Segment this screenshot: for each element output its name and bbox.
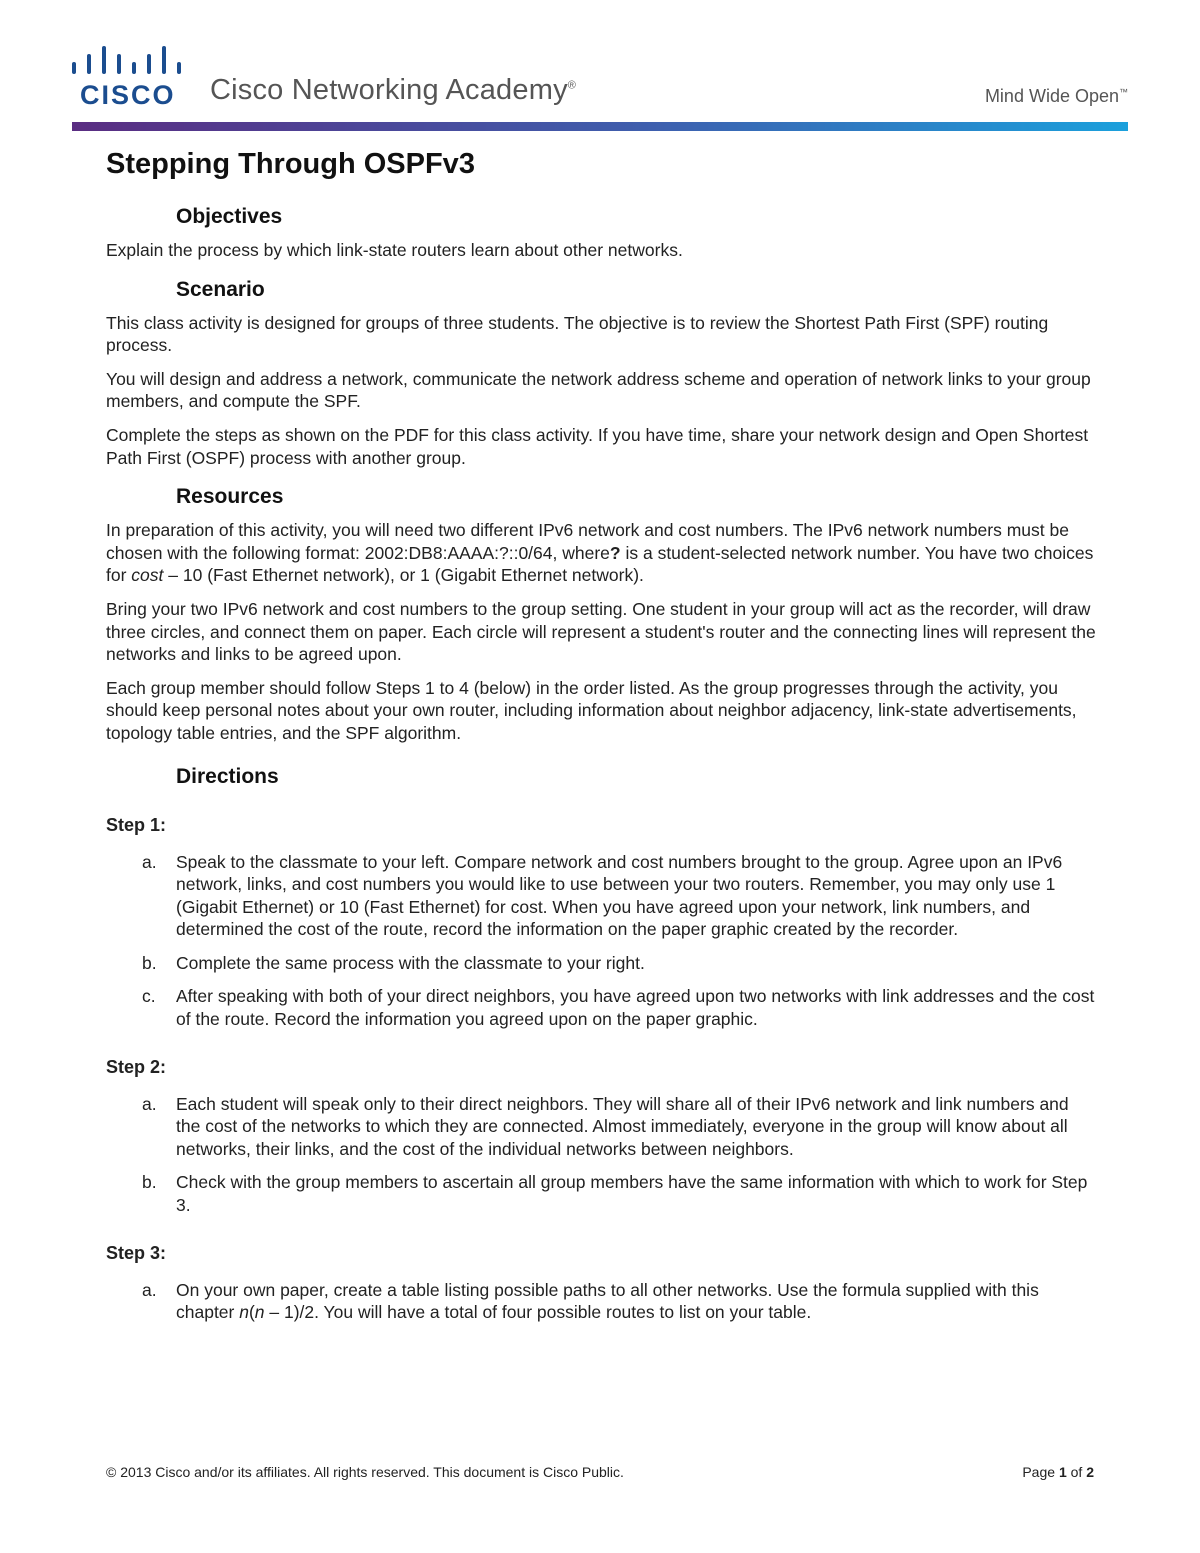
list-item: a. On your own paper, create a table listing possible paths to all other networks. Use the formula supplied with this chapter n(n – 1)/2. You will have a total of four possible routes to list on your table. xyxy=(142,1279,1039,1323)
scenario-paragraph: You will design and address a network, communicate the network address scheme and operation of network links to your group members, and compute the SPF. xyxy=(106,368,1091,412)
resources-heading: Resources xyxy=(176,485,284,509)
step-1-label: Step 1: xyxy=(106,814,167,835)
list-item: c. After speaking with both of your direct neighbors, you have agreed upon two networks with link addresses and the cost of the route. Record the information you agreed upon on the paper graphic. xyxy=(142,986,1095,1030)
resources-paragraph: In preparation of this activity, you will need two different IPv6 network and cost numbers. The IPv6 network numbers must be chosen with the following format: 2002:DB8:AAAA:?::0/64, where? is a student-selected network number. You have two choices for cost – 10 (Fast Ethernet network), or 1 (Gigabit Ethernet network). xyxy=(106,520,1094,586)
cisco-logo-text: CISCO xyxy=(80,80,176,110)
header-gradient-rule xyxy=(72,122,1128,131)
page-number: Page 1 of 2 xyxy=(1022,1464,1094,1480)
page-header xyxy=(72,40,1128,132)
tagline: Mind Wide Open™ xyxy=(984,86,1128,106)
scenario-paragraph: This class activity is designed for groups of three students. The objective is to review the Shortest Path First (SPF) routing process. xyxy=(106,312,1049,356)
objectives-text: Explain the process by which link-state routers learn about other networks. xyxy=(106,240,683,260)
cisco-logo-bars-icon xyxy=(72,46,182,78)
step-2-label: Step 2: xyxy=(106,1056,167,1077)
resources-paragraph: Each group member should follow Steps 1 to 4 (below) in the order listed. As the group progresses through the activity, you should keep personal notes about your own router, including information about neighbor adjacency, link-state advertisements, topology table entries, and the SPF algorithm. xyxy=(106,677,1077,743)
document-body xyxy=(106,148,1096,1335)
document-title: Stepping Through OSPFv3 xyxy=(106,148,475,180)
copyright-text: © 2013 Cisco and/or its affiliates. All rights reserved. This document is Cisco Public. xyxy=(106,1464,624,1480)
list-item: a. Each student will speak only to their direct neighbors. They will share all of their IPv6 network and link numbers and the cost of the networks to which they are connected. Almost immediately, everyone in the group will know about all networks, their links, and the cost of the individual networks between neighbors. xyxy=(142,1093,1069,1159)
step-3-label: Step 3: xyxy=(106,1242,167,1263)
directions-heading: Directions xyxy=(176,764,279,788)
objectives-heading: Objectives xyxy=(176,205,283,228)
scenario-heading: Scenario xyxy=(176,277,265,301)
list-item: b. Complete the same process with the classmate to your right. xyxy=(142,952,645,973)
list-item: b. Check with the group members to ascertain all group members have the same information with which to work for Step 3. xyxy=(142,1172,1088,1216)
academy-name: Cisco Networking Academy® xyxy=(210,74,577,106)
resources-paragraph: Bring your two IPv6 network and cost numbers to the group setting. One student in your group will act as the recorder, will draw three circles, and connect them on paper. Each circle will represent a student's router and the connecting lines will represent the networks and links to be agreed upon. xyxy=(106,598,1096,665)
list-item: a. Speak to the classmate to your left. Compare network and cost numbers brought to the group. Agree upon an IPv6 network, links, and cost numbers you would like to use between your two routers. Remember, you may only use 1 (Gigabit Ethernet) or 10 (Fast Ethernet) for cost. When you have agreed upon your network, link numbers, and determined the cost of the route, record the information on the paper graphic created by the recorder. xyxy=(142,851,1063,940)
scenario-paragraph: Complete the steps as shown on the PDF for this class activity. If you have time, share your network design and Open Shortest Path First (OSPF) process with another group. xyxy=(106,424,1089,468)
page-footer xyxy=(106,1464,1094,1480)
